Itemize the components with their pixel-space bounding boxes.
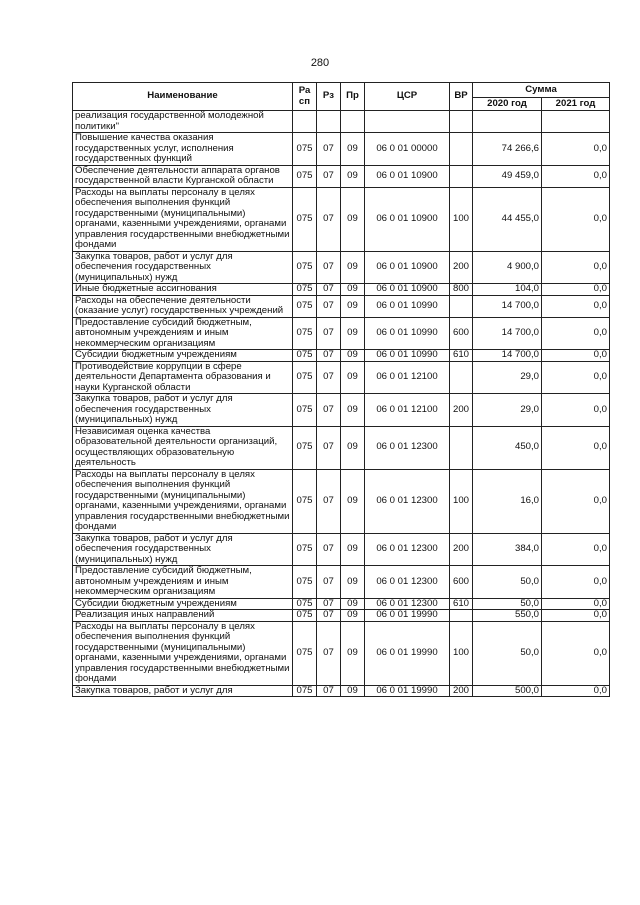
cell-rz: 07: [317, 361, 341, 394]
cell-pr: 09: [341, 317, 365, 350]
cell-y2020: 384,0: [473, 533, 542, 566]
table-row: [73, 187, 610, 251]
cell-rz: 07: [317, 566, 341, 599]
cell-y2020: 50,0: [473, 566, 542, 599]
cell-pr: 09: [341, 350, 365, 362]
cell-y2021: 0,0: [542, 295, 610, 317]
table-row: [73, 133, 610, 166]
cell-pr: 09: [341, 394, 365, 427]
cell-pr: 09: [341, 165, 365, 187]
cell-y2021: 0,0: [542, 187, 610, 251]
header-rz: Рз: [317, 83, 341, 111]
cell-y2021: 0,0: [542, 317, 610, 350]
cell-rz: [317, 111, 341, 133]
cell-y2020: 16,0: [473, 469, 542, 533]
cell-y2020: 74 266,6: [473, 133, 542, 166]
cell-vr: 200: [450, 533, 473, 566]
cell-name: Расходы на выплаты персоналу в целях обеспечения выполнения функций государственными (муниципальными) органами, казенными учреждениями, органами управления государственными внебюджетными фондами: [73, 187, 293, 251]
cell-pr: 09: [341, 610, 365, 622]
table-header: [73, 83, 610, 111]
cell-csr: 06 0 01 00000: [365, 133, 450, 166]
cell-y2021: 0,0: [542, 610, 610, 622]
cell-rz: 07: [317, 187, 341, 251]
cell-y2020: 4 900,0: [473, 251, 542, 284]
cell-rz: 07: [317, 350, 341, 362]
cell-y2021: 0,0: [542, 165, 610, 187]
cell-vr: 800: [450, 284, 473, 296]
cell-y2020: 44 455,0: [473, 187, 542, 251]
table-row: [73, 566, 610, 599]
cell-rasp: 075: [293, 251, 317, 284]
cell-csr: 06 0 01 19990: [365, 621, 450, 685]
cell-rasp: 075: [293, 133, 317, 166]
cell-name: Противодействие коррупции в сфере деятельности Департамента образования и науки Курганской области: [73, 361, 293, 394]
cell-rasp: 075: [293, 394, 317, 427]
cell-rasp: 075: [293, 621, 317, 685]
cell-y2021: 0,0: [542, 469, 610, 533]
table-row: [73, 685, 610, 697]
cell-rz: 07: [317, 133, 341, 166]
cell-rz: 07: [317, 165, 341, 187]
cell-rasp: 075: [293, 685, 317, 697]
cell-vr: 600: [450, 566, 473, 599]
cell-csr: 06 0 01 12300: [365, 598, 450, 610]
cell-csr: 06 0 01 19990: [365, 685, 450, 697]
cell-vr: [450, 165, 473, 187]
cell-name: Обеспечение деятельности аппарата органов государственной власти Курганской области: [73, 165, 293, 187]
cell-pr: 09: [341, 685, 365, 697]
cell-rz: 07: [317, 533, 341, 566]
header-rasp: Ра сп: [293, 83, 317, 111]
cell-csr: [365, 111, 450, 133]
cell-name: Закупка товаров, работ и услуг для обеспечения государственных (муниципальных) нужд: [73, 251, 293, 284]
cell-y2021: 0,0: [542, 533, 610, 566]
cell-vr: 100: [450, 621, 473, 685]
cell-pr: 09: [341, 426, 365, 469]
cell-y2020: 50,0: [473, 598, 542, 610]
table-row: [73, 361, 610, 394]
cell-rz: 07: [317, 394, 341, 427]
cell-rasp: 075: [293, 426, 317, 469]
cell-rasp: 075: [293, 566, 317, 599]
cell-csr: 06 0 01 12300: [365, 469, 450, 533]
cell-pr: 09: [341, 251, 365, 284]
cell-rasp: 075: [293, 598, 317, 610]
header-csr: ЦСР: [365, 83, 450, 111]
cell-csr: 06 0 01 10900: [365, 251, 450, 284]
table-row: [73, 394, 610, 427]
cell-y2020: 50,0: [473, 621, 542, 685]
cell-vr: 100: [450, 187, 473, 251]
cell-rz: 07: [317, 610, 341, 622]
cell-y2021: 0,0: [542, 566, 610, 599]
cell-y2021: 0,0: [542, 598, 610, 610]
table-row: [73, 533, 610, 566]
header-pr: Пр: [341, 83, 365, 111]
cell-vr: 200: [450, 394, 473, 427]
cell-vr: [450, 361, 473, 394]
cell-pr: 09: [341, 469, 365, 533]
cell-y2020: 14 700,0: [473, 295, 542, 317]
cell-pr: 09: [341, 621, 365, 685]
header-vr: ВР: [450, 83, 473, 111]
cell-csr: 06 0 01 10990: [365, 317, 450, 350]
table-row: [73, 621, 610, 685]
cell-name: Реализация иных направлений: [73, 610, 293, 622]
cell-csr: 06 0 01 10990: [365, 350, 450, 362]
header-name: Наименование: [73, 83, 293, 111]
cell-y2021: 0,0: [542, 426, 610, 469]
cell-rasp: 075: [293, 350, 317, 362]
cell-y2021: 0,0: [542, 394, 610, 427]
cell-rz: 07: [317, 621, 341, 685]
cell-pr: 09: [341, 566, 365, 599]
cell-rasp: 075: [293, 187, 317, 251]
cell-rasp: 075: [293, 165, 317, 187]
cell-name: Субсидии бюджетным учреждениям: [73, 598, 293, 610]
cell-pr: [341, 111, 365, 133]
cell-name: Повышение качества оказания государственных услуг, исполнения государственных функций: [73, 133, 293, 166]
cell-rasp: 075: [293, 317, 317, 350]
cell-y2020: 14 700,0: [473, 350, 542, 362]
cell-csr: 06 0 01 10900: [365, 284, 450, 296]
cell-rasp: 075: [293, 533, 317, 566]
header-2021: 2021 год: [542, 98, 610, 111]
cell-csr: 06 0 01 10990: [365, 295, 450, 317]
cell-rz: 07: [317, 426, 341, 469]
cell-csr: 06 0 01 10900: [365, 187, 450, 251]
cell-y2021: 0,0: [542, 361, 610, 394]
cell-name: Расходы на выплаты персоналу в целях обеспечения выполнения функций государственными (муниципальными) органами, казенными учреждениями, органами управления государственными внебюджетными фондами: [73, 621, 293, 685]
cell-y2020: 29,0: [473, 361, 542, 394]
cell-rasp: 075: [293, 284, 317, 296]
header-sum: Сумма: [473, 83, 610, 98]
table-row: [73, 251, 610, 284]
cell-rasp: 075: [293, 469, 317, 533]
table-row: [73, 469, 610, 533]
cell-csr: 06 0 01 12100: [365, 361, 450, 394]
table-row: [73, 284, 610, 296]
table-row: [73, 598, 610, 610]
cell-rz: 07: [317, 685, 341, 697]
cell-name: Субсидии бюджетным учреждениям: [73, 350, 293, 362]
page-number: 280: [310, 57, 330, 69]
cell-vr: 600: [450, 317, 473, 350]
cell-y2020: 14 700,0: [473, 317, 542, 350]
cell-y2020: [473, 111, 542, 133]
cell-csr: 06 0 01 12300: [365, 426, 450, 469]
cell-y2021: 0,0: [542, 133, 610, 166]
cell-pr: 09: [341, 133, 365, 166]
cell-name: Независимая оценка качества образовательной деятельности организаций, осуществляющих образовательную деятельность: [73, 426, 293, 469]
cell-y2020: 500,0: [473, 685, 542, 697]
cell-rz: 07: [317, 251, 341, 284]
cell-vr: 200: [450, 685, 473, 697]
cell-csr: 06 0 01 19990: [365, 610, 450, 622]
cell-csr: 06 0 01 10900: [365, 165, 450, 187]
table-row: [73, 317, 610, 350]
cell-rz: 07: [317, 598, 341, 610]
cell-y2020: 49 459,0: [473, 165, 542, 187]
table-row: [73, 350, 610, 362]
cell-name: Расходы на выплаты персоналу в целях обеспечения выполнения функций государственными (муниципальными) органами, казенными учреждениями, органами управления государственными внебюджетными фондами: [73, 469, 293, 533]
cell-name: Закупка товаров, работ и услуг для: [73, 685, 293, 697]
cell-y2020: 29,0: [473, 394, 542, 427]
cell-rasp: 075: [293, 361, 317, 394]
cell-pr: 09: [341, 598, 365, 610]
cell-vr: 610: [450, 598, 473, 610]
cell-vr: [450, 295, 473, 317]
cell-pr: 09: [341, 187, 365, 251]
cell-pr: 09: [341, 295, 365, 317]
cell-csr: 06 0 01 12300: [365, 566, 450, 599]
table-row: [73, 610, 610, 622]
cell-vr: 610: [450, 350, 473, 362]
cell-name: Предоставление субсидий бюджетным, автономным учреждениям и иным некоммерческим организациям: [73, 566, 293, 599]
table-row: [73, 111, 610, 133]
cell-pr: 09: [341, 284, 365, 296]
cell-rz: 07: [317, 295, 341, 317]
header-2020: 2020 год: [473, 98, 542, 111]
cell-rz: 07: [317, 284, 341, 296]
cell-rasp: 075: [293, 295, 317, 317]
table-row: [73, 165, 610, 187]
cell-y2021: 0,0: [542, 621, 610, 685]
cell-y2021: 0,0: [542, 350, 610, 362]
cell-name: Закупка товаров, работ и услуг для обеспечения государственных (муниципальных) нужд: [73, 394, 293, 427]
cell-vr: 100: [450, 469, 473, 533]
cell-rasp: [293, 111, 317, 133]
cell-name: Закупка товаров, работ и услуг для обеспечения государственных (муниципальных) нужд: [73, 533, 293, 566]
cell-name: реализация государственной молодежной политики": [73, 111, 293, 133]
cell-name: Расходы на обеспечение деятельности (оказание услуг) государственных учреждений: [73, 295, 293, 317]
cell-vr: [450, 133, 473, 166]
cell-vr: [450, 426, 473, 469]
cell-y2021: 0,0: [542, 685, 610, 697]
budget-table: [72, 82, 610, 697]
table-row: [73, 295, 610, 317]
cell-name: Иные бюджетные ассигнования: [73, 284, 293, 296]
cell-rz: 07: [317, 469, 341, 533]
cell-csr: 06 0 01 12100: [365, 394, 450, 427]
table-body: [73, 111, 610, 697]
cell-y2021: 0,0: [542, 284, 610, 296]
cell-vr: [450, 610, 473, 622]
cell-rasp: 075: [293, 610, 317, 622]
cell-csr: 06 0 01 12300: [365, 533, 450, 566]
table-row: [73, 426, 610, 469]
cell-vr: 200: [450, 251, 473, 284]
cell-pr: 09: [341, 533, 365, 566]
cell-vr: [450, 111, 473, 133]
cell-y2021: 0,0: [542, 251, 610, 284]
cell-name: Предоставление субсидий бюджетным, автономным учреждениям и иным некоммерческим организациям: [73, 317, 293, 350]
cell-y2020: 550,0: [473, 610, 542, 622]
cell-y2021: [542, 111, 610, 133]
cell-y2020: 450,0: [473, 426, 542, 469]
cell-y2020: 104,0: [473, 284, 542, 296]
cell-rz: 07: [317, 317, 341, 350]
cell-pr: 09: [341, 361, 365, 394]
